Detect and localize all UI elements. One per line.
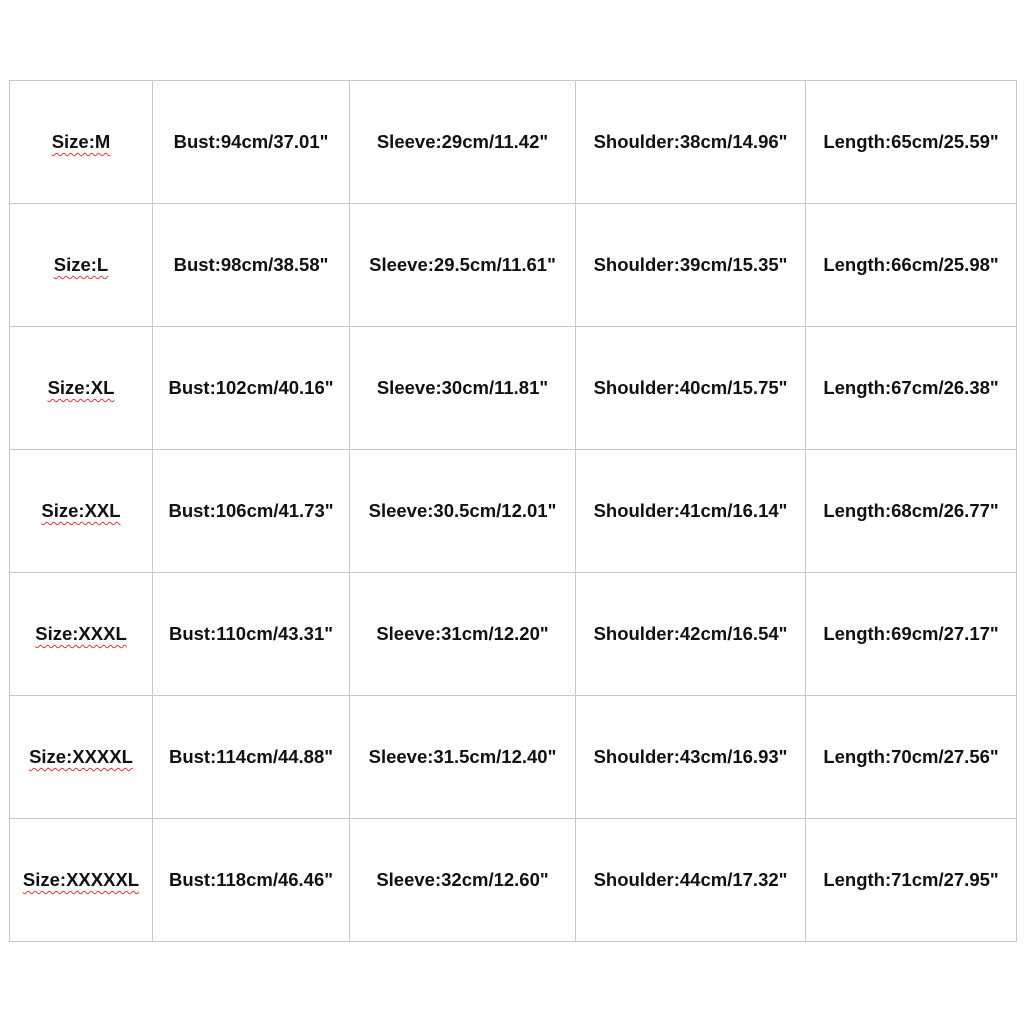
shoulder-cell: Shoulder:44cm/17.32" — [576, 819, 806, 942]
size-label: Size:L — [53, 254, 109, 275]
shoulder-cell: Shoulder:43cm/16.93" — [576, 696, 806, 819]
table-row — [10, 81, 1017, 204]
bust-cell: Bust:98cm/38.58" — [153, 204, 350, 327]
shoulder-cell: Shoulder:42cm/16.54" — [576, 573, 806, 696]
size-cell — [10, 450, 153, 573]
size-cell — [10, 573, 153, 696]
shoulder-cell: Shoulder:38cm/14.96" — [576, 81, 806, 204]
size-label: Size:XXXXL — [29, 746, 133, 767]
length-cell: Length:69cm/27.17" — [806, 573, 1017, 696]
size-cell — [10, 327, 153, 450]
sleeve-cell: Sleeve:31cm/12.20" — [350, 573, 576, 696]
shoulder-cell: Shoulder:40cm/15.75" — [576, 327, 806, 450]
length-cell: Length:65cm/25.59" — [806, 81, 1017, 204]
sleeve-cell: Sleeve:30.5cm/12.01" — [350, 450, 576, 573]
table-row — [10, 327, 1017, 450]
size-label: Size:XXXL — [35, 623, 127, 644]
sleeve-cell: Sleeve:30cm/11.81" — [350, 327, 576, 450]
bust-cell: Bust:114cm/44.88" — [153, 696, 350, 819]
table-row — [10, 819, 1017, 942]
size-label: Size:XXL — [41, 500, 121, 521]
shoulder-cell: Shoulder:41cm/16.14" — [576, 450, 806, 573]
sleeve-cell: Sleeve:29.5cm/11.61" — [350, 204, 576, 327]
size-chart-table — [9, 80, 1017, 942]
size-label: Size:M — [51, 131, 111, 152]
length-cell: Length:67cm/26.38" — [806, 327, 1017, 450]
bust-cell: Bust:94cm/37.01" — [153, 81, 350, 204]
size-cell — [10, 81, 153, 204]
table-row — [10, 204, 1017, 327]
sleeve-cell: Sleeve:29cm/11.42" — [350, 81, 576, 204]
size-label: Size:XXXXXL — [22, 869, 140, 890]
table-row — [10, 450, 1017, 573]
sleeve-cell: Sleeve:32cm/12.60" — [350, 819, 576, 942]
size-cell — [10, 696, 153, 819]
shoulder-cell: Shoulder:39cm/15.35" — [576, 204, 806, 327]
bust-cell: Bust:118cm/46.46" — [153, 819, 350, 942]
bust-cell: Bust:110cm/43.31" — [153, 573, 350, 696]
length-cell: Length:70cm/27.56" — [806, 696, 1017, 819]
length-cell: Length:66cm/25.98" — [806, 204, 1017, 327]
bust-cell: Bust:102cm/40.16" — [153, 327, 350, 450]
size-cell — [10, 204, 153, 327]
size-label: Size:XL — [47, 377, 115, 398]
size-cell — [10, 819, 153, 942]
length-cell: Length:71cm/27.95" — [806, 819, 1017, 942]
length-cell: Length:68cm/26.77" — [806, 450, 1017, 573]
bust-cell: Bust:106cm/41.73" — [153, 450, 350, 573]
table-row — [10, 696, 1017, 819]
sleeve-cell: Sleeve:31.5cm/12.40" — [350, 696, 576, 819]
table-row — [10, 573, 1017, 696]
